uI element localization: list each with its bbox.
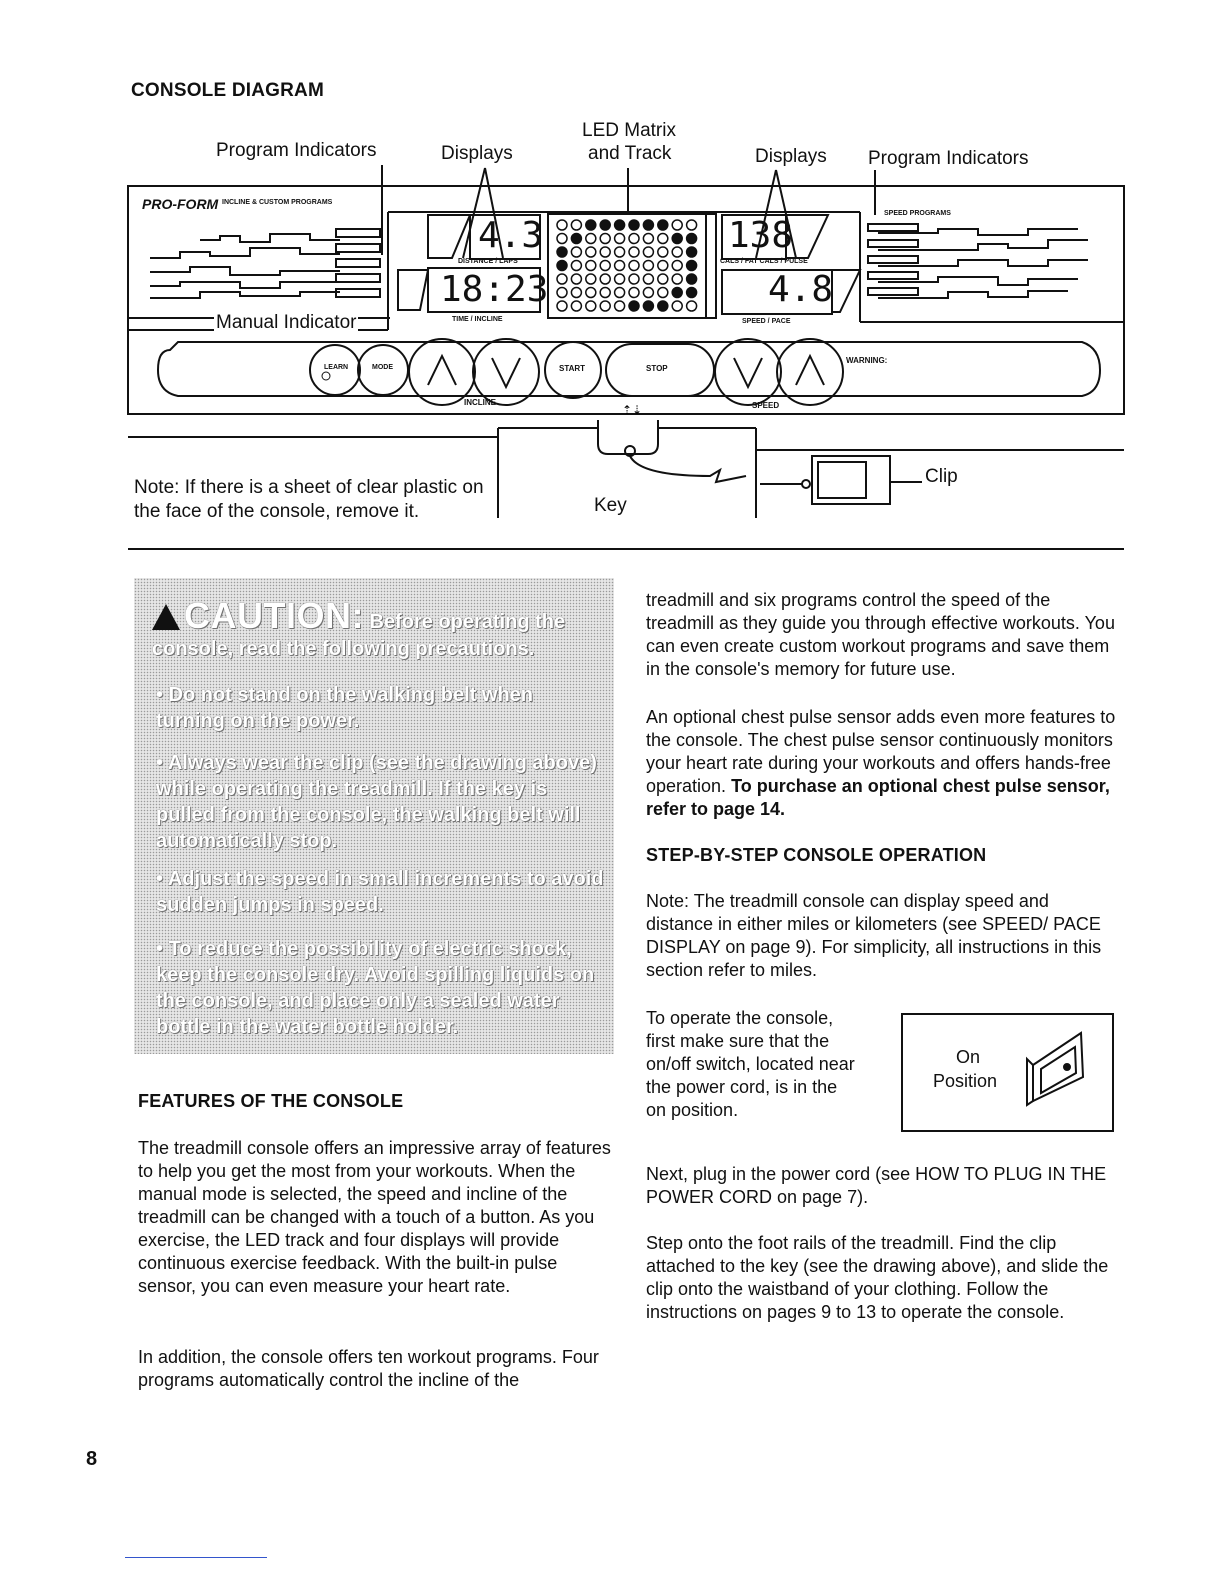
led-dot [571,234,581,244]
led-dot [600,301,610,311]
rocker-switch-icon [1021,1029,1091,1109]
caution-item: • Do not stand on the walking belt when turning on the power. [156,684,534,732]
led-dot [658,274,668,284]
right-para-6: Step onto the foot rails of the treadmill. Find the clip attached to the key (see the drawing above), and slide the clip onto the waistband of your clothing. Follow the instructions on pages 9 to 13 to operate the console. [646,1233,1109,1322]
led-dot [658,261,668,271]
led-dot [586,301,596,311]
callout-led-matrix-line1: LED Matrix [582,120,676,141]
led-dot [658,234,668,244]
led-dot [571,274,581,284]
led-dot [600,261,610,271]
led-dot [687,288,697,298]
led-dot [687,247,697,257]
led-dot [643,261,653,271]
led-dot [672,220,682,230]
step-by-step-heading: STEP-BY-STEP CONSOLE OPERATION [646,845,987,865]
stop-button[interactable]: STOP [646,364,668,373]
warning-icon [152,604,180,630]
led-dot [571,220,581,230]
led-dot [629,274,639,284]
led-dot [687,274,697,284]
led-dot [615,261,625,271]
led-dot [643,234,653,244]
led-dot [571,247,581,257]
right-para-2: An optional chest pulse sensor adds even more features to the console. The chest pulse sensor continuously monitors your heart rate during your workouts and offers hands-free operation. To purchase an optional chest pulse sensor, refer to page 14. [646,707,1116,819]
led-dot [672,261,682,271]
led-dot [615,301,625,311]
console-right-panel-title: SPEED PROGRAMS [884,210,951,217]
led-dot [586,220,596,230]
callout-program-indicators-right: Program Indicators [868,148,1029,169]
led-dot [687,261,697,271]
callout-clip: Clip [925,466,958,487]
led-dot [629,234,639,244]
display-top-right: 138 [728,215,794,256]
led-dot [557,234,567,244]
led-dot [571,301,581,311]
on-position-line2: Position [933,1071,998,1091]
section-title: CONSOLE DIAGRAM [131,80,324,101]
led-dot [586,261,596,271]
led-dot [687,220,697,230]
led-dot [557,261,567,271]
led-dot [600,274,610,284]
callout-displays-right: Displays [755,146,827,167]
label-time-incline: TIME / INCLINE [452,316,503,323]
led-dot [629,220,639,230]
led-dot [629,261,639,271]
led-dot [672,301,682,311]
warning-title: WARNING: [846,356,888,365]
led-dot [658,220,668,230]
led-dot [672,234,682,244]
led-dot [586,247,596,257]
led-dot [658,288,668,298]
led-dot [557,288,567,298]
callout-key: Key [594,495,627,516]
led-dot [643,247,653,257]
features-para-2: In addition, the console offers ten workout programs. Four programs automatically control the incline of the [138,1347,599,1390]
callout-led-matrix-line2: and Track [588,143,672,164]
right-para-1: treadmill and six programs control the speed of the treadmill as they guide you through effective workouts. You can even create custom workout programs and save them in the console's memory for future use. [646,590,1115,679]
caution-box [134,578,614,1054]
label-incline: INCLINE [464,398,496,407]
led-dot [615,274,625,284]
label-speed: SPEED [752,401,780,410]
led-dot [643,220,653,230]
label-speed-pace: SPEED / PACE [742,318,791,325]
led-dot [615,288,625,298]
led-dot [571,261,581,271]
right-para-4: To operate the console, first make sure that the on/off switch, located near the power cord, is in the on position. [646,1008,855,1120]
note-remove-plastic: Note: If there is a sheet of clear plastic on the face of the console, remove it. [134,477,484,522]
led-dot [629,247,639,257]
led-dot [672,247,682,257]
right-para-5: Next, plug in the power cord (see HOW TO PLUG IN THE POWER CORD on page 7). [646,1164,1107,1207]
section-divider [128,548,1124,550]
led-dot [615,234,625,244]
led-dot [557,220,567,230]
led-dot [687,301,697,311]
led-dot [571,288,581,298]
label-cals-pulse: CALS / FAT CALS / PULSE [720,258,808,265]
caution-heading: CAUTION: Before operating the console, read the following precautions. [152,595,566,660]
bottom-link-line [125,1557,267,1558]
page-number: 8 [86,1448,98,1470]
features-heading: FEATURES OF THE CONSOLE [138,1091,404,1111]
learn-button[interactable]: LEARN [324,364,349,371]
console-brand: PRO-FORM [142,196,219,212]
on-position-line1: On [956,1047,981,1067]
led-dot [557,301,567,311]
callout-program-indicators-left: Program Indicators [216,140,377,161]
on-position-box [901,1013,1114,1132]
display-bottom-left: 18:23 [440,269,549,310]
start-button[interactable]: START [559,364,586,373]
led-dot [600,288,610,298]
led-dot [615,247,625,257]
led-dot [615,220,625,230]
right-para-3: Note: The treadmill console can display speed and distance in either miles or kilometers (see SPEED/ PACE DISPLAY on page 9). For simplicity, all instructions in this section refer to miles. [646,891,1102,980]
console-left-panel-title: INCLINE & CUSTOM PROGRAMS [222,199,333,206]
led-dot [643,301,653,311]
display-bottom-right: 4.8 [768,269,834,310]
led-dot [600,234,610,244]
led-dot [586,234,596,244]
led-dot [557,274,567,284]
led-dot [629,301,639,311]
led-matrix-dots [557,220,697,311]
caution-item: • To reduce the possibility of electric shock, keep the console dry. Avoid spilling liquids on the console, and place only a sealed water bottle in the water bottle holder. [156,938,595,1038]
led-dot [643,288,653,298]
led-dot [672,288,682,298]
mode-button[interactable]: MODE [372,364,393,371]
led-dot [629,288,639,298]
display-top-left: 4.3 [478,215,544,256]
led-dot [586,288,596,298]
label-distance-laps: DISTANCE / LAPS [458,258,518,265]
callout-manual-indicator: Manual Indicator [216,312,357,333]
led-dot [586,274,596,284]
svg-text:⇡⇣: ⇡⇣ [622,403,643,417]
led-dot [600,220,610,230]
led-dot [687,234,697,244]
callout-displays-left: Displays [441,143,513,164]
caution-item: • Adjust the speed in small increments to avoid sudden jumps in speed. [156,868,604,916]
led-dot [658,301,668,311]
led-dot [600,247,610,257]
led-dot [672,274,682,284]
features-para-1: The treadmill console offers an impressive array of features to help you get the most from your workouts. When the manual mode is selected, the speed and incline of the treadmill can be changed with a touch of a button. As you exercise, the LED track and four displays will provide continuous exercise feedback. With the built-in pulse sensor, you can even measure your heart rate. [138,1138,611,1296]
led-dot [658,247,668,257]
led-dot [557,247,567,257]
led-dot [643,274,653,284]
caution-item: • Always wear the clip (see the drawing above) while operating the treadmill. If the key is pulled from the console, the walking belt will automatically stop. [156,752,597,852]
